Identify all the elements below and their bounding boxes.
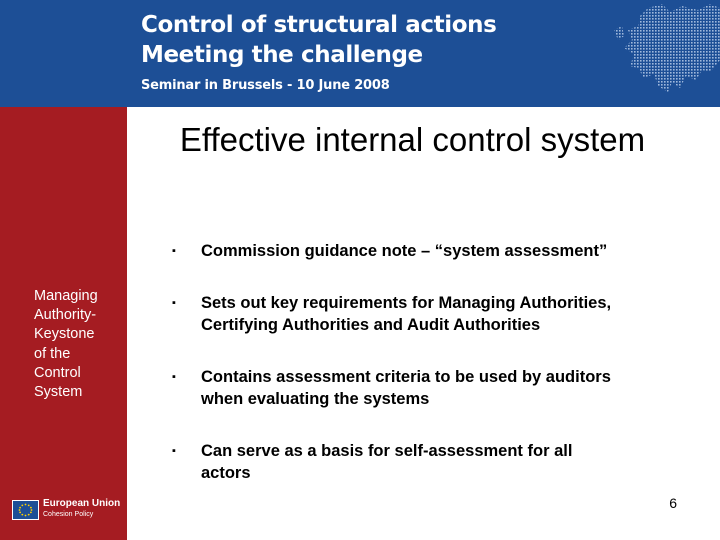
sidebar-line: Keystone xyxy=(34,326,95,343)
header-banner xyxy=(0,0,720,107)
bullet-item xyxy=(172,440,692,484)
eu-logo xyxy=(12,499,120,520)
bullet-marker: ▪ xyxy=(172,297,176,309)
sidebar-line: Managing xyxy=(34,288,98,304)
sidebar-line: Control xyxy=(34,364,81,381)
sidebar-line: System xyxy=(34,384,83,401)
eu-flag-icon xyxy=(12,500,39,520)
bullet-text-line: Certifying Authorities and Audit Authorities xyxy=(201,316,541,334)
europe-map-icon xyxy=(610,0,720,107)
banner-title-line2: Meeting the challenge xyxy=(141,42,423,68)
page-number: 6 xyxy=(669,495,677,511)
bullet-text-line: Sets out key requirements for Managing Authorities, xyxy=(201,294,612,312)
slide-title: Effective internal control system xyxy=(179,121,646,158)
bullet-text-line: actors xyxy=(201,464,251,482)
bullet-text-line: Can serve as a basis for self-assessment for all xyxy=(201,442,573,460)
bullet-text-line: Commission guidance note – “system assessment” xyxy=(201,242,608,260)
bullet-text-line: when evaluating the systems xyxy=(201,390,430,408)
bullet-marker: ▪ xyxy=(172,445,176,457)
sidebar xyxy=(0,107,127,540)
eu-logo-text xyxy=(43,499,120,520)
sidebar-caption xyxy=(34,287,114,402)
banner-subtitle: Seminar in Brussels - 10 June 2008 xyxy=(141,78,390,93)
banner-text xyxy=(141,10,496,93)
sidebar-line: Authority- xyxy=(34,307,97,324)
banner-title-line1: Control of structural actions xyxy=(141,12,497,38)
bullet-list xyxy=(172,240,692,514)
bullet-item xyxy=(172,366,692,410)
eu-logo-subtitle: Cohesion Policy xyxy=(43,511,94,518)
eu-logo-title: European Union xyxy=(43,498,121,509)
bullet-marker: ▪ xyxy=(172,245,176,257)
bullet-text-line: Contains assessment criteria to be used by auditors xyxy=(201,368,611,386)
bullet-marker: ▪ xyxy=(172,371,176,383)
bullet-item xyxy=(172,240,692,262)
sidebar-line: of the xyxy=(34,345,71,362)
bullet-item xyxy=(172,292,692,336)
